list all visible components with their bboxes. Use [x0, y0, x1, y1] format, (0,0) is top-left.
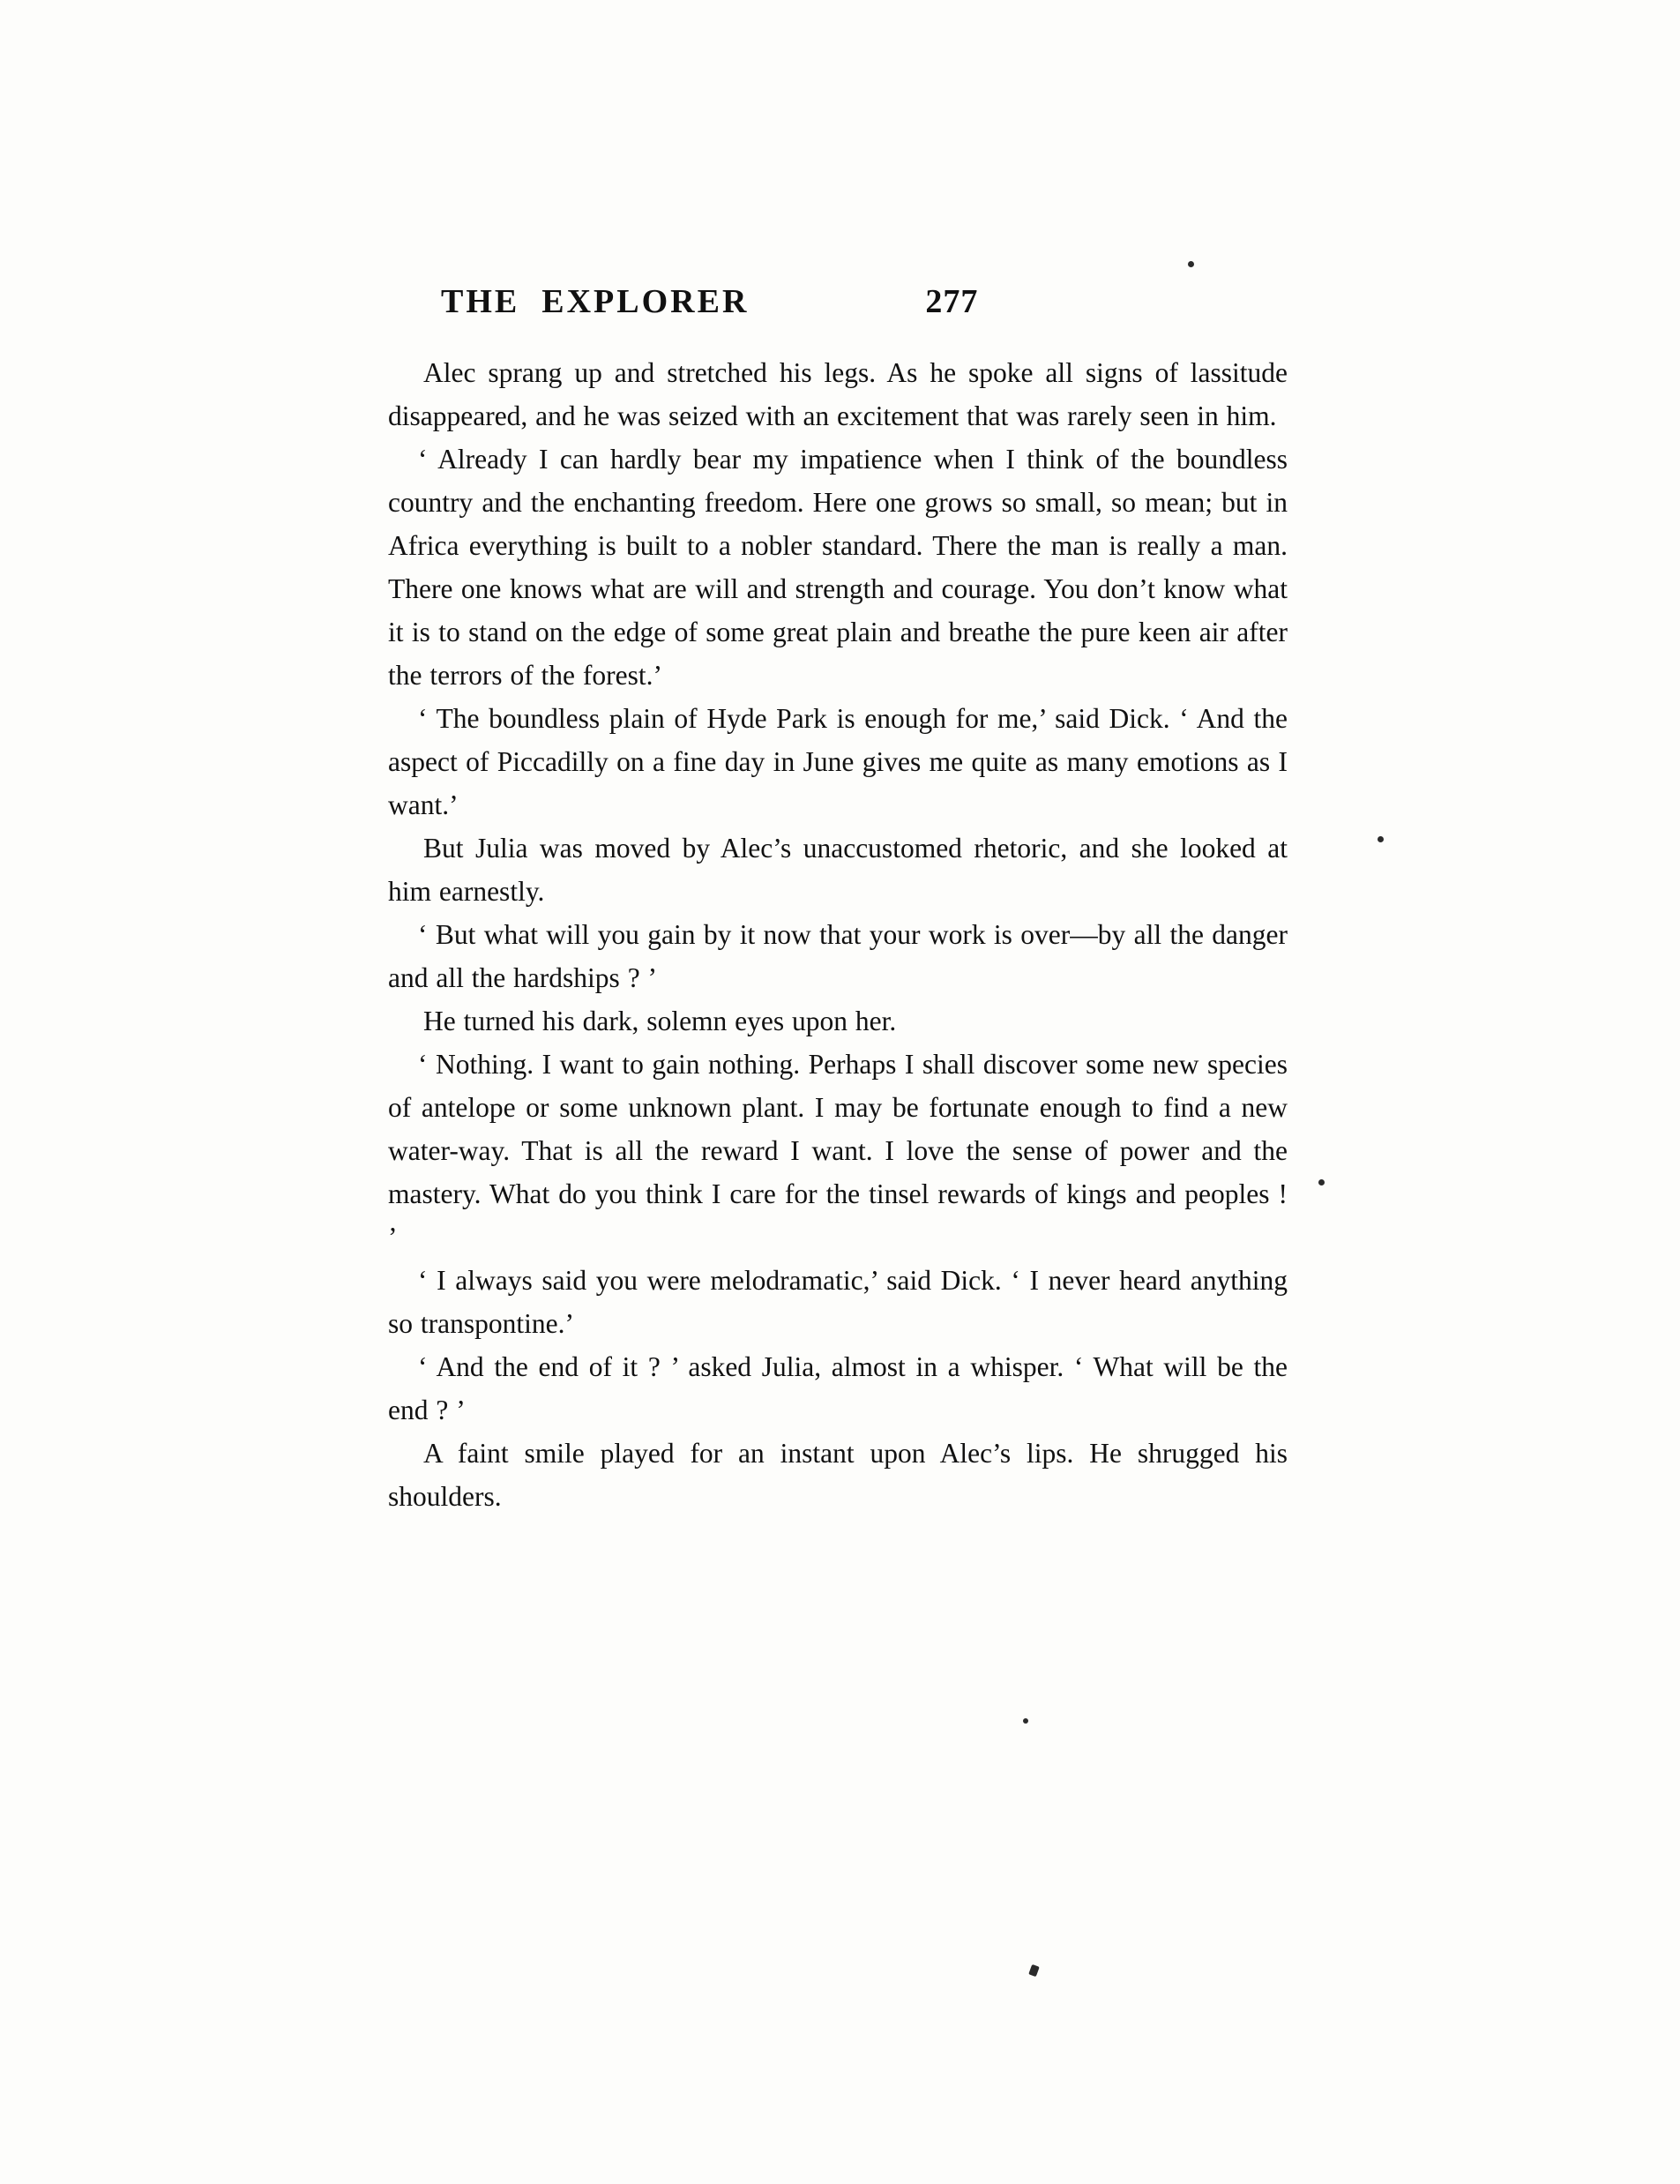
paragraph: Alec sprang up and stretched his legs. As he spoke all signs of lassitude disappeared, and he was seized with an excitement that was rarely seen in him. [388, 357, 1288, 431]
paragraph: He turned his dark, solemn eyes upon her. [423, 1006, 897, 1036]
paragraph: But Julia was moved by Alec’s unaccustomed rhetoric, and she looked at him earnestly. [388, 833, 1288, 907]
ink-speck-icon [1378, 836, 1384, 842]
paragraph: ‘ Already I can hardly bear my impatience when I think of the boundless country and the enchanting freedom. Here one grows so small, so mean; but in Africa everything is built to a nobler standard. There the man is really a man. There one knows what are will and strength and courage. You don’t know what it is to stand on the edge of some great plain and breathe the pure keen air after the terrors of the forest.’ [388, 444, 1288, 691]
ink-speck-icon [1318, 1179, 1325, 1185]
ink-speck-icon [1028, 1964, 1040, 1977]
running-head: THE EXPLORER [441, 283, 750, 320]
paragraph: ‘ And the end of it ? ’ asked Julia, almost in a whisper. ‘ What will be the end ? ’ [388, 1351, 1288, 1425]
page-header [388, 282, 1288, 321]
paragraph: ‘ Nothing. I want to gain nothing. Perhaps I shall discover some new species of antelope or some unknown plant. I may be fortunate enough to find a new water-way. That is all the reward I want. I love the sense of power and the mastery. What do you think I care for the tinsel rewards of kings and peoples ! ’ [388, 1049, 1288, 1253]
ink-speck-icon [1023, 1718, 1028, 1724]
ink-speck-icon [1188, 261, 1194, 267]
page-number: 277 [925, 283, 979, 320]
paragraph: A faint smile played for an instant upon Alec’s lips. He shrugged his shoulders. [388, 1438, 1288, 1512]
paragraph: ‘ I always said you were melodramatic,’ said Dick. ‘ I never heard anything so transpontine.’ [388, 1265, 1288, 1339]
paragraph: ‘ But what will you gain by it now that your work is over—by all the danger and all the hardships ? ’ [388, 919, 1288, 993]
page-text-block [388, 282, 1288, 1518]
paragraph: ‘ The boundless plain of Hyde Park is enough for me,’ said Dick. ‘ And the aspect of Piccadilly on a fine day in June gives me quite as many emotions as I want.’ [388, 703, 1288, 820]
